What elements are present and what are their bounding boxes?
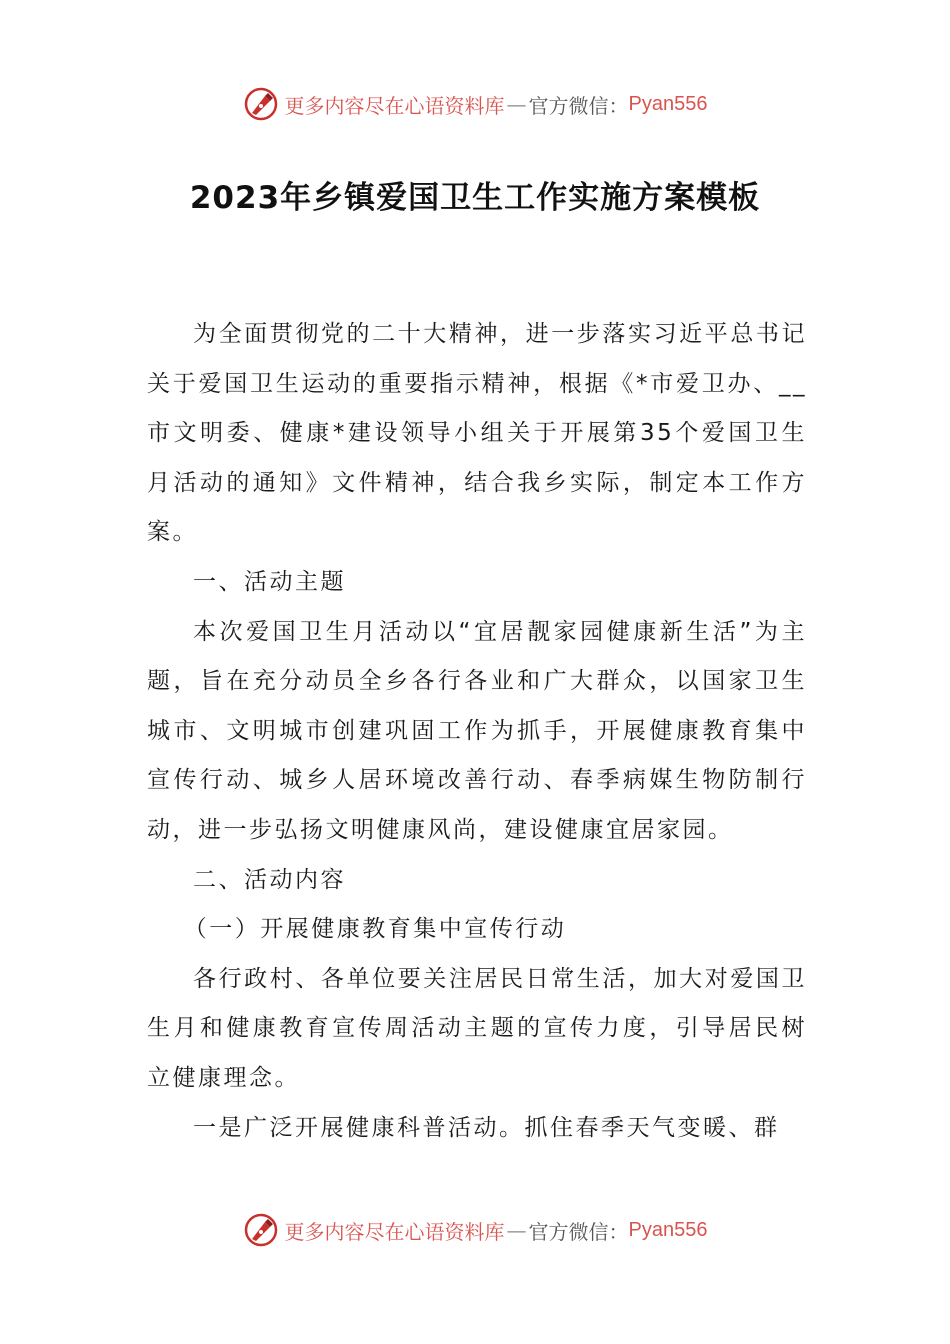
paragraph-health-education: 各行政村、各单位要关注居民日常生活，加大对爱国卫生月和健康教育宣传周活动主题的宣传力度，引导居民树立健康理念。 <box>147 965 807 1091</box>
watermark-header <box>0 84 950 124</box>
watermark-wechat-id: Pyan556 <box>628 92 708 115</box>
paragraph-theme: 本次爱国卫生月活动以“宜居靓家园健康新生活”为主题，旨在充分动员全乡各行各业和广大群众，以国家卫生城市、文明城市创建巩固工作为抓手，开展健康教育集中宣传行动、城乡人居环境改善行动、春季病媒生物防制行动，进一步弘扬文明健康风尚，建设健康宜居家园。 <box>147 618 807 843</box>
heading-activity-theme: 一、活动主题 <box>193 568 346 595</box>
pen-nib-logo-icon <box>243 1212 279 1248</box>
document-body <box>147 310 807 1153</box>
pen-nib-logo-icon <box>243 86 279 122</box>
watermark-wechat-id: Pyan556 <box>628 1218 708 1241</box>
subheading-health-education: （一）开展健康教育集中宣传行动 <box>183 916 567 943</box>
watermark-separator: — <box>506 1218 527 1242</box>
watermark-wechat-label: 官方微信： <box>528 93 629 118</box>
document-title: 2023年乡镇爱国卫生工作实施方案模板 <box>189 180 761 216</box>
watermark-main-text: 更多内容尽在心语资料库 <box>284 93 505 118</box>
heading-activity-content: 二、活动内容 <box>193 866 346 893</box>
watermark-separator: — <box>506 92 527 116</box>
paragraph-science-popularization: 一是广泛开展健康科普活动。抓住春季天气变暖、群 <box>193 1114 780 1141</box>
paragraph-intro: 为全面贯彻党的二十大精神，进一步落实习近平总书记关于爱国卫生运动的重要指示精神，根据《*市爱卫办、__市文明委、健康*建设领导小组关于开展第35个爱国卫生月活动的通知》文件精神，结合我乡实际，制定本工作方案。 <box>147 321 807 546</box>
watermark-wechat-label: 官方微信： <box>528 1219 629 1244</box>
watermark-footer <box>0 1210 950 1250</box>
watermark-main-text: 更多内容尽在心语资料库 <box>284 1219 505 1244</box>
